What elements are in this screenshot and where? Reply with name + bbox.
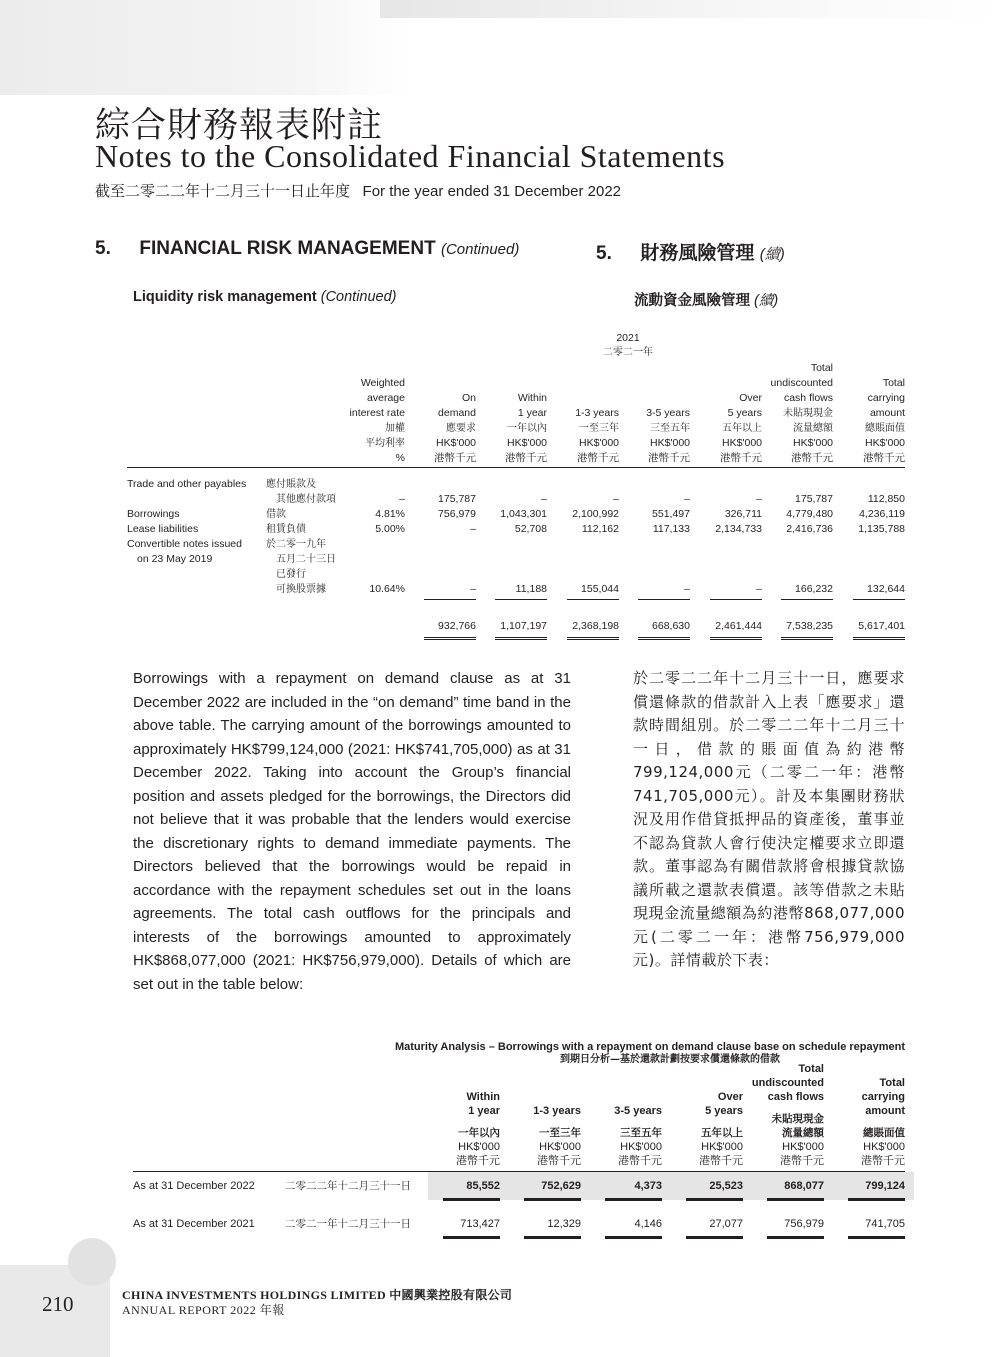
page-title-en: Notes to the Consolidated Financial Statements (95, 138, 726, 174)
row-label-zh: 租賃負債 (266, 524, 306, 535)
table-year-en: 2021 (616, 332, 640, 344)
column-unit: 港幣千元 (791, 452, 833, 464)
column-header-en: undiscounted (770, 377, 833, 389)
column-unit: HK$'000 (863, 1141, 905, 1153)
table-cell: 112,850 (867, 493, 905, 505)
table-cell: – (613, 493, 619, 505)
table-cell: – (470, 523, 476, 535)
column-unit: HK$'000 (436, 437, 476, 449)
row-rule (767, 1236, 824, 1239)
column-header-en: Total (879, 1077, 905, 1089)
table-cell: 713,427 (460, 1218, 500, 1230)
table-cell: 2,416,736 (786, 523, 833, 535)
column-header-en: 5 years (705, 1105, 743, 1117)
section-title-en: FINANCIAL RISK MANAGEMENT (139, 238, 436, 259)
row-label-en: on 23 May 2019 (137, 553, 213, 565)
row-label-en: Convertible notes issued (127, 538, 242, 550)
column-header-en: 1-3 years (575, 407, 619, 419)
column-header-en: Total (798, 1063, 824, 1075)
column-unit: 港幣千元 (720, 452, 762, 464)
column-header-en: 1 year (468, 1105, 500, 1117)
column-header-en: Total (882, 377, 905, 389)
row-rule (686, 1236, 743, 1239)
row-label-zh: 已發行 (276, 569, 306, 580)
table-cell: 175,787 (795, 493, 833, 505)
table-year-zh: 二零二一年 (603, 347, 653, 358)
table-cell: 756,979 (438, 508, 476, 520)
table-cell: – (399, 493, 405, 505)
subsection-title-zh: 流動資金風險管理 (634, 293, 750, 309)
row-rule (848, 1236, 905, 1239)
column-unit: HK$'000 (650, 437, 690, 449)
column-unit: HK$'000 (539, 1141, 581, 1153)
table-cell: – (684, 493, 690, 505)
column-header-en: 1 year (517, 407, 547, 419)
row-rule (443, 1198, 500, 1201)
table-cell: 799,124 (865, 1180, 905, 1192)
column-unit: HK$'000 (507, 437, 547, 449)
table-cell: 4,779,480 (786, 508, 833, 520)
row-label-en: Trade and other payables (127, 478, 247, 490)
column-header-en: carrying (861, 1091, 905, 1103)
table-cell: – (541, 493, 547, 505)
row-label-zh: 於二零一九年 (266, 539, 326, 550)
column-unit: 港幣千元 (456, 1155, 500, 1167)
column-header-en: demand (438, 407, 476, 419)
column-unit: 港幣千元 (780, 1155, 824, 1167)
table-cell: 85,552 (466, 1180, 500, 1192)
table-cell: 1,135,788 (858, 523, 905, 535)
column-header-zh: 一至三年 (539, 1127, 581, 1139)
row-rule (686, 1198, 743, 1201)
column-header-en: Within (517, 392, 547, 404)
total-cell: 2,368,198 (572, 620, 619, 632)
column-unit: 港幣千元 (618, 1155, 662, 1167)
total-cell: 2,461,444 (715, 620, 762, 632)
column-header-en: 5 years (727, 407, 762, 419)
subsection-continued-zh: (續) (754, 293, 779, 309)
section-number-zh: 5. (596, 243, 612, 264)
section-continued-en: (Continued) (440, 241, 520, 258)
table-cell: – (684, 583, 690, 595)
subsection-title-en: Liquidity risk management (133, 289, 317, 305)
table-cell: 4,373 (634, 1180, 662, 1192)
subsection-continued-en: (Continued) (320, 289, 397, 305)
row-label-zh: 可換股票據 (276, 584, 326, 595)
row-rule (524, 1198, 581, 1201)
column-header-zh: 加權 (385, 423, 405, 434)
table-cell: 4,146 (634, 1218, 662, 1230)
column-unit: 港幣千元 (505, 452, 547, 464)
column-header-en: interest rate (349, 407, 405, 419)
column-unit: HK$'000 (793, 437, 833, 449)
page-number: 210 (42, 1292, 74, 1316)
column-header-en: On (461, 392, 476, 404)
table-cell: 27,077 (709, 1218, 743, 1230)
table2-title-en: Maturity Analysis – Borrowings with a repayment on demand clause base on schedule repayment (394, 1041, 905, 1053)
section-title-zh: 財務風險管理 (640, 242, 755, 264)
row-label-en: Lease liabilities (127, 523, 199, 535)
row-label-en: As at 31 December 2021 (133, 1218, 255, 1230)
column-unit: 港幣千元 (861, 1155, 905, 1167)
column-header-en: Over (739, 392, 762, 404)
column-header-en: average (367, 392, 405, 404)
table-cell: 4,236,119 (859, 508, 905, 520)
table-cell: 175,787 (438, 493, 476, 505)
row-rule (443, 1236, 500, 1239)
column-header-zh: 總賬面值 (865, 423, 905, 434)
table-cell: – (756, 583, 762, 595)
paragraph-en: Borrowings with a repayment on demand clause as at 31 December 2022 are included in the “on demand” time band in the above table. The carrying amount of the borrowings amounted to approximately HK$799,124,000 (2021: HK$741,705,000) as at 31 December 2022. Taking into account the Group’s financial position and assets pledged for the borrowings, the Directors did not believe that it was probable that the lenders would exercise the discretionary rights to demand immediate payments. The Directors believed that the borrowings would be repaid in accordance with the repayment schedules set out in the loans agreements. The total cash outflows for the principals and interests of the borrowings amounted to approximately HK$868,077,000 (2021: HK$756,979,000). Details of which are set out in the table below: (133, 670, 571, 993)
section-number-en: 5. (95, 238, 111, 259)
column-unit: 港幣千元 (699, 1155, 743, 1167)
row-label-en: Borrowings (127, 508, 180, 520)
column-header-zh: 一至三年 (579, 423, 619, 434)
column-header-en: Weighted (360, 377, 405, 389)
column-unit: 港幣千元 (577, 452, 619, 464)
column-header-en: amount (869, 407, 905, 419)
row-label-zh: 其他應付款項 (276, 494, 336, 505)
row-label-zh: 借款 (266, 509, 286, 520)
column-header-zh: 平均利率 (365, 438, 405, 449)
subtitle-zh: 截至二零二二年十二月三十一日止年度 (95, 183, 351, 200)
row-rule (767, 1198, 824, 1201)
column-header-en: Total (810, 362, 833, 374)
table-cell: 25,523 (709, 1180, 743, 1192)
column-header-en: Within (466, 1091, 500, 1103)
table-cell: 326,711 (724, 508, 762, 520)
table-cell: 868,077 (784, 1180, 824, 1192)
column-unit: % (395, 452, 405, 464)
page-title-zh: 綜合財務報表附註 (95, 106, 384, 146)
row-label-zh: 五月二十三日 (276, 554, 336, 565)
column-header-en: amount (865, 1105, 905, 1117)
row-rule (605, 1236, 662, 1239)
table-cell: 11,188 (515, 583, 547, 595)
table-cell: 741,705 (865, 1218, 905, 1230)
table-cell: – (470, 583, 476, 595)
table-cell: 551,497 (652, 508, 690, 520)
table-cell: 2,100,992 (572, 508, 619, 520)
table2-title-zh: 到期日分析—基於還款計劃按要求償還條款的借款 (560, 1054, 780, 1065)
column-unit: 港幣千元 (537, 1155, 581, 1167)
column-unit: HK$'000 (458, 1141, 500, 1153)
table-cell: 756,979 (784, 1218, 824, 1230)
table-cell: 10.64% (369, 583, 405, 595)
column-header-zh: 三至五年 (650, 423, 690, 434)
table-cell: 166,232 (795, 583, 833, 595)
table-cell: 12,329 (547, 1218, 581, 1230)
column-header-en: carrying (867, 392, 905, 404)
total-cell: 7,538,235 (786, 620, 833, 632)
column-header-en: 1-3 years (533, 1105, 581, 1117)
row-label-zh: 二零二二年十二月三十一日 (285, 1180, 411, 1192)
total-cell: 668,630 (652, 620, 690, 632)
table-cell: 5.00% (375, 523, 405, 535)
column-header-zh: 應要求 (446, 423, 476, 434)
table-cell: 752,629 (541, 1180, 581, 1192)
table-cell: 155,044 (581, 583, 619, 595)
section-continued-zh: (續) (759, 246, 785, 263)
row-rule (848, 1198, 905, 1201)
column-unit: HK$'000 (782, 1141, 824, 1153)
column-unit: HK$'000 (865, 437, 905, 449)
table-cell: 117,133 (652, 523, 690, 535)
column-header-zh: 一年以內 (507, 423, 547, 434)
column-header-zh: 總賬面值 (863, 1127, 905, 1139)
column-header-en: 3-5 years (614, 1105, 662, 1117)
column-header-zh: 五年以上 (722, 423, 762, 434)
table-cell: 4.81% (375, 508, 405, 520)
column-header-en: cash flows (783, 392, 833, 404)
column-header-en: 3-5 years (646, 407, 690, 419)
column-header-zh: 五年以上 (701, 1127, 743, 1139)
table-cell: 2,134,733 (715, 523, 762, 535)
column-header-zh: 未貼現現金 (783, 408, 833, 419)
table-cell: – (756, 493, 762, 505)
column-header-zh: 流量總額 (782, 1127, 824, 1139)
footer-company: CHINA INVESTMENTS HOLDINGS LIMITED 中國興業控股有限公司 (122, 1288, 513, 1302)
row-label-en: As at 31 December 2022 (133, 1180, 255, 1192)
column-header-en: Over (717, 1091, 743, 1103)
column-header-en: cash flows (767, 1091, 824, 1103)
column-unit: 港幣千元 (434, 452, 476, 464)
total-cell: 1,107,197 (500, 620, 547, 632)
column-header-en: undiscounted (751, 1077, 824, 1089)
column-unit: 港幣千元 (648, 452, 690, 464)
subtitle-en: For the year ended 31 December 2022 (362, 183, 622, 200)
table-cell: 112,162 (581, 523, 619, 535)
column-header-zh: 一年以內 (458, 1127, 500, 1139)
column-unit: HK$'000 (701, 1141, 743, 1153)
total-cell: 5,617,401 (858, 620, 905, 632)
table-cell: 1,043,301 (500, 508, 547, 520)
column-header-zh: 流量總額 (793, 423, 833, 434)
column-header-zh: 三至五年 (620, 1127, 662, 1139)
table-cell: 132,644 (867, 583, 905, 595)
row-label-zh: 二零二一年十二月三十一日 (285, 1218, 411, 1230)
total-cell: 932,766 (438, 620, 476, 632)
paragraph-zh: 於二零二二年十二月三十一日，應要求償還條款的借款計入上表「應要求」還款時間組別。於二零二二年十二月三十一日，借款的賬面值為約港幣799,124,000元（二零二一年：港幣741,705,000元）。計及本集團財務狀況及用作借貸抵押品的資產後，董事並不認為貸款人會行使決定權要求立即還款。董事認為有關借款將會根據貸款協議所載之還款表償還。該等借款之未貼現現金流量總額為約港幣868,077,000元(二零二一年：港幣756,979,000元)。詳情載於下表： (633, 669, 905, 969)
footer-report: ANNUAL REPORT 2022 年報 (122, 1303, 285, 1317)
row-rule (524, 1236, 581, 1239)
table-cell: 52,708 (514, 523, 547, 535)
column-unit: HK$'000 (722, 437, 762, 449)
column-unit: 港幣千元 (863, 452, 905, 464)
column-header-zh: 未貼現現金 (771, 1113, 824, 1125)
row-rule (605, 1198, 662, 1201)
column-unit: HK$'000 (579, 437, 619, 449)
column-unit: HK$'000 (620, 1141, 662, 1153)
row-label-zh: 應付賬款及 (266, 479, 316, 490)
